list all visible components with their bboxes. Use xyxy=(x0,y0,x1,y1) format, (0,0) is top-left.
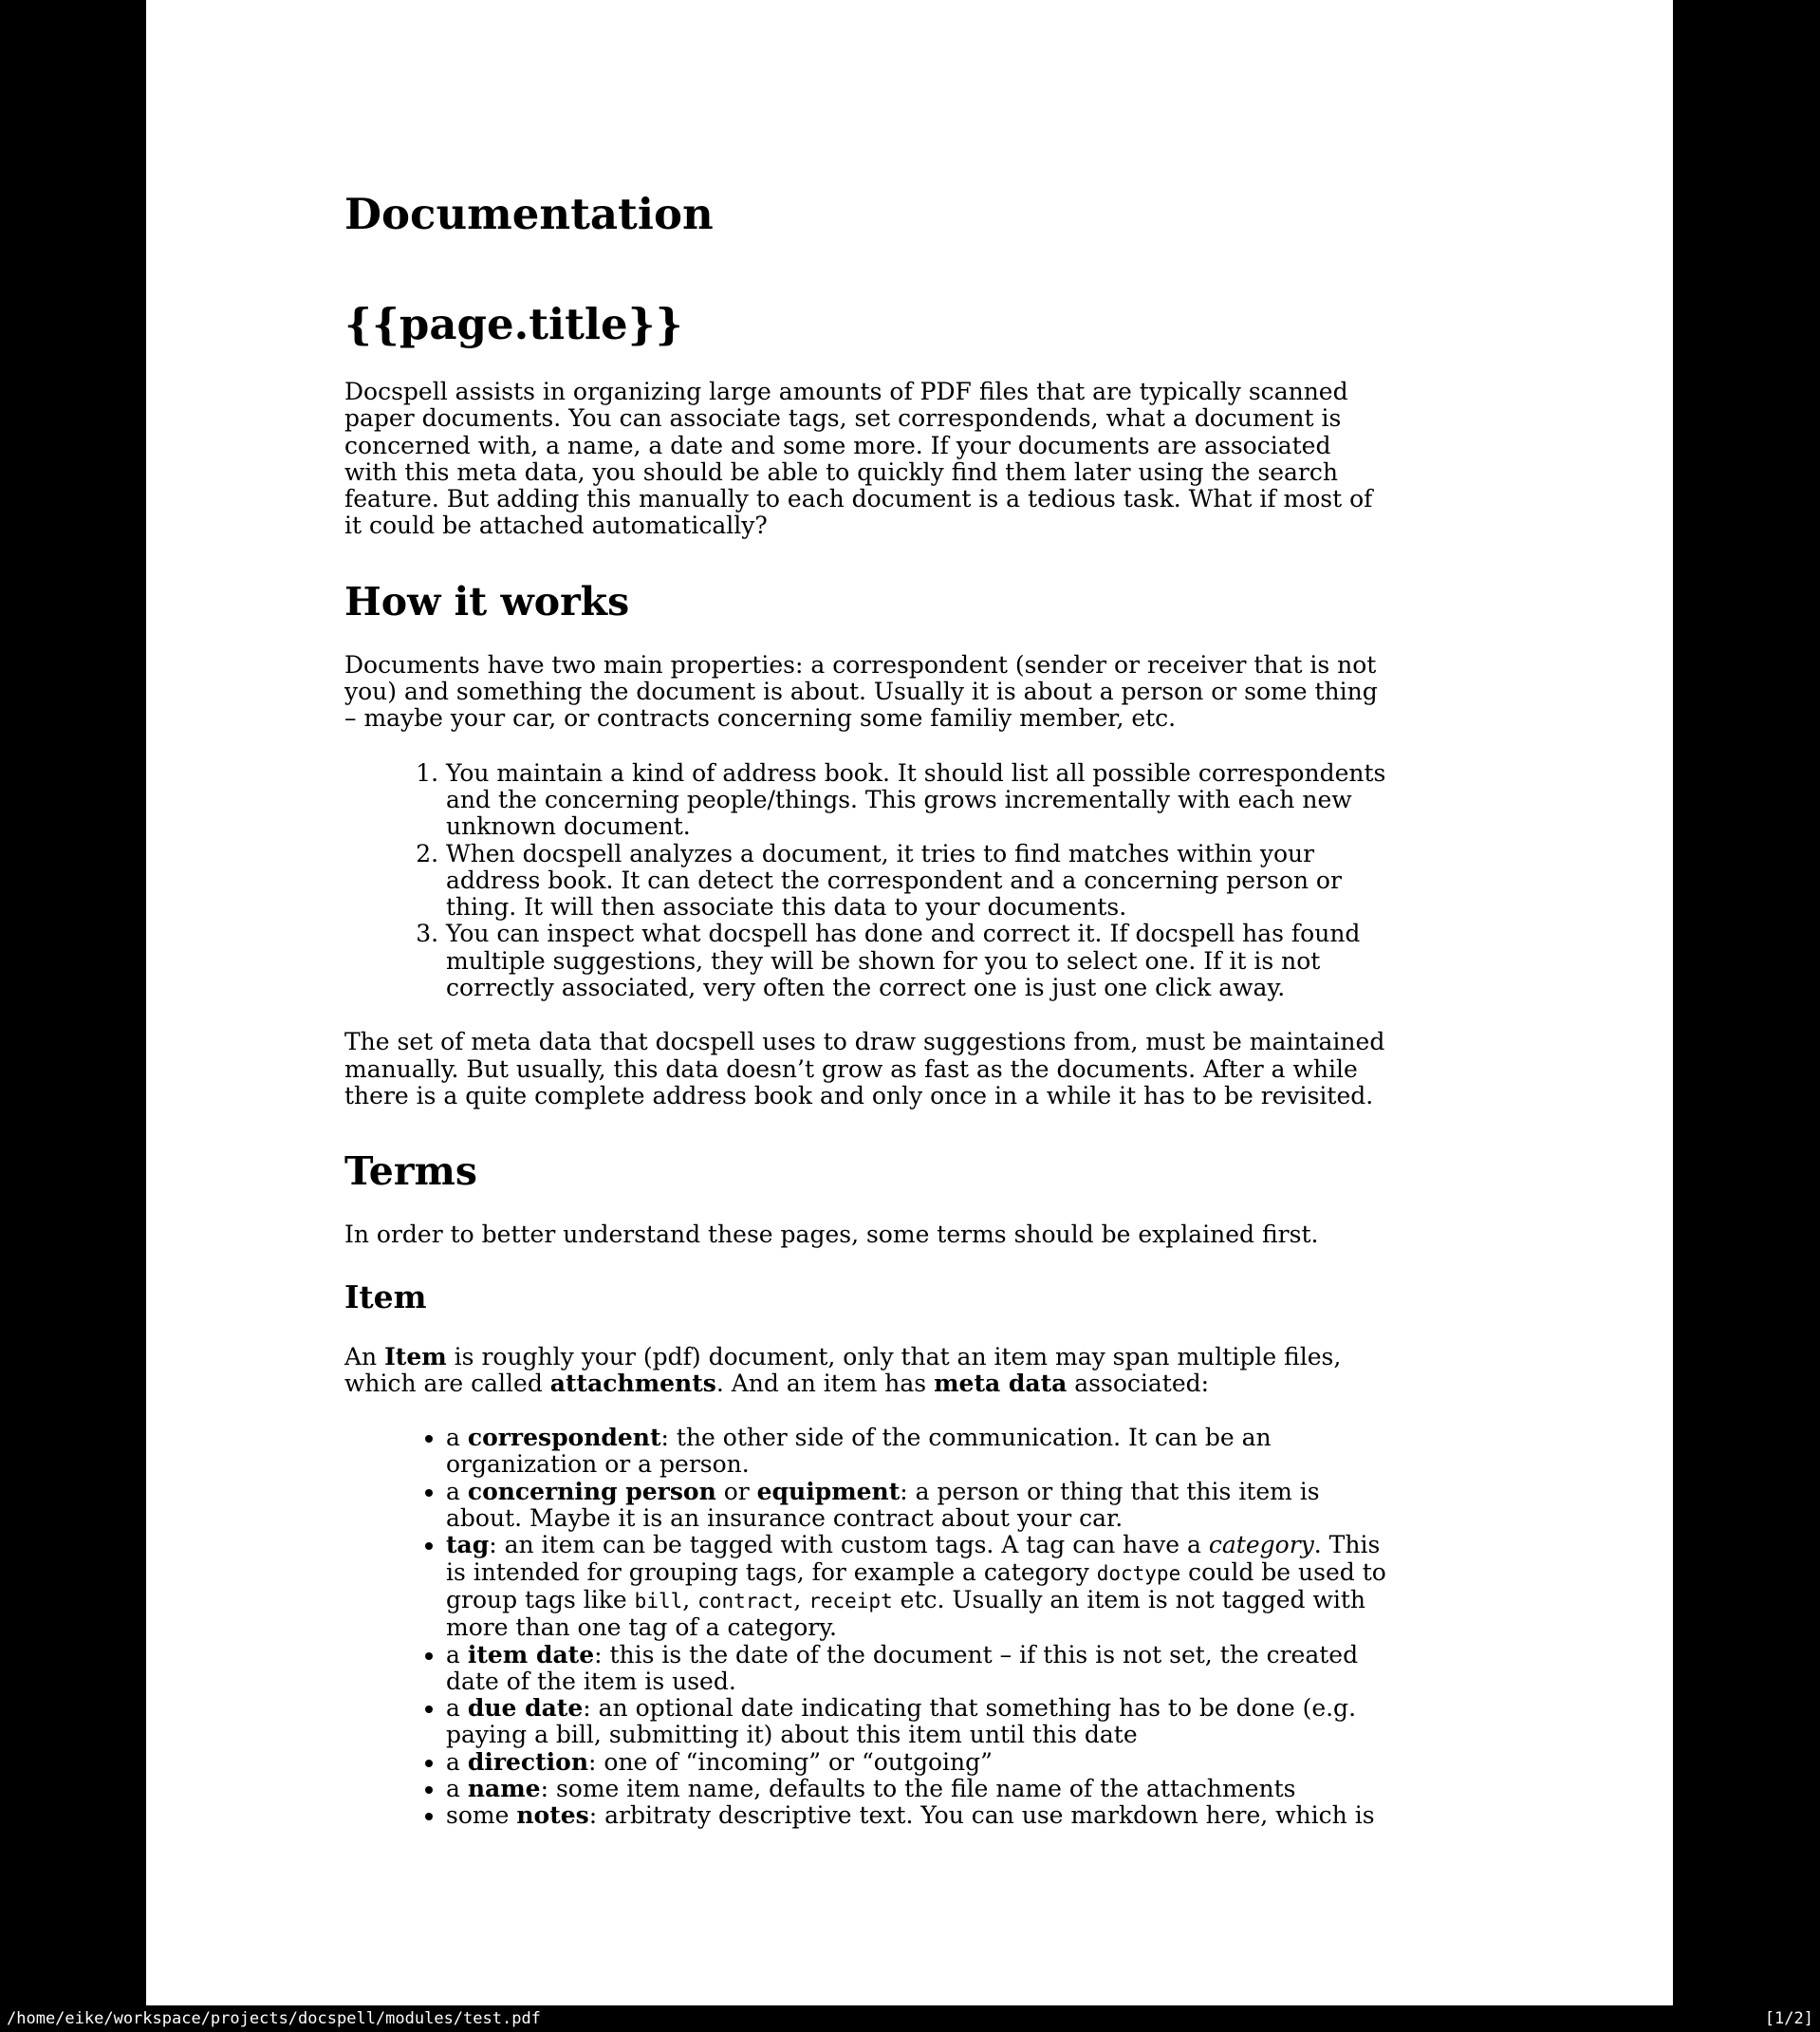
statusbar-file-path: /home/eike/workspace/projects/docspell/modules/test.pdf xyxy=(7,2009,541,2028)
list-item: • tag: an item can be tagged with custom tags. A tag can have a category. This is intended for grouping tags, for example a category doctype could be used to group tags like bill, contract, receipt etc. Usually an item is not tagged with more than one tag of a category. xyxy=(446,1532,1388,1641)
how-it-works-intro-paragraph: Documents have two main properties: a correspondent (sender or receiver that is not you) and something the document is about. Usually it is about a person or some thing – maybe your car, or contracts concerning some familiy member, etc. xyxy=(344,650,1378,733)
list-item: • a due date: an optional date indicating that something has to be done (e.g. paying a bill, submitting it) about this item until this date xyxy=(446,1695,1388,1749)
terms-heading: Terms xyxy=(344,1148,477,1195)
page-title-heading: {{page.title}} xyxy=(344,299,683,349)
statusbar-page-indicator: [1/2] xyxy=(1764,2009,1813,2028)
list-item: • a correspondent: the other side of the communication. It can be an organization or a person. xyxy=(446,1425,1388,1479)
how-it-works-steps-list xyxy=(344,760,1388,1002)
step-item: 2. When docspell analyzes a document, it tries to find matches within your address book. It can detect the correspondent and a concerning person or thing. It will then associate this data to your documents. xyxy=(446,841,1388,922)
list-item: • a name: some item name, defaults to the file name of the attachments xyxy=(446,1776,1388,1802)
terms-intro-paragraph: In order to better understand these pages, some terms should be explained first. xyxy=(344,1221,1319,1249)
how-it-works-heading: How it works xyxy=(344,578,630,625)
step-item: 3. You can inspect what docspell has done and correct it. If docspell has found multiple suggestions, they will be shown for you to select one. If it is not correctly associated, very often the correct one is just one click away. xyxy=(446,921,1388,1001)
statusbar xyxy=(0,2005,1820,2032)
document-content xyxy=(146,0,1388,1830)
item-heading: Item xyxy=(344,1277,427,1315)
item-meta-data-list xyxy=(344,1425,1388,1829)
intro-paragraph: Docspell assists in organizing large amounts of PDF files that are typically scanned paper documents. You can associate tags, set correspondends, what a document is concerned with, a name, a date and some more. If your documents are associated with this meta data, you should be able to quickly find them later using the search feature. But adding this manually to each document is a tedious task. What if most of it could be attached automatically? xyxy=(344,378,1373,540)
list-item: • a item date: this is the date of the document – if this is not set, the created date of the item is used. xyxy=(446,1642,1388,1696)
list-item: • a concerning person or equipment: a person or thing that this item is about. Maybe it is an insurance contract about your car. xyxy=(446,1479,1388,1533)
step-item: 1. You maintain a kind of address book. It should list all possible correspondents and the concerning people/things. This grows incrementally with each new unknown document. xyxy=(446,760,1388,841)
site-title-heading: Documentation xyxy=(344,189,714,239)
list-item: • a direction: one of “incoming” or “outgoing” xyxy=(446,1749,1388,1776)
list-item: • some notes: arbitraty descriptive text. You can use markdown here, which is xyxy=(446,1802,1388,1829)
item-definition-paragraph: An Item is roughly your (pdf) document, only that an item may span multiple files, which are called attachments. And an item has meta data associated: xyxy=(344,1342,1342,1397)
pdf-page xyxy=(146,0,1673,2005)
how-it-works-outro-paragraph: The set of meta data that docspell uses to draw suggestions from, must be maintained manually. But usually, this data doesn’t grow as fast as the documents. After a while there is a quite complete address book and only once in a while it has to be revisited. xyxy=(344,1028,1385,1109)
